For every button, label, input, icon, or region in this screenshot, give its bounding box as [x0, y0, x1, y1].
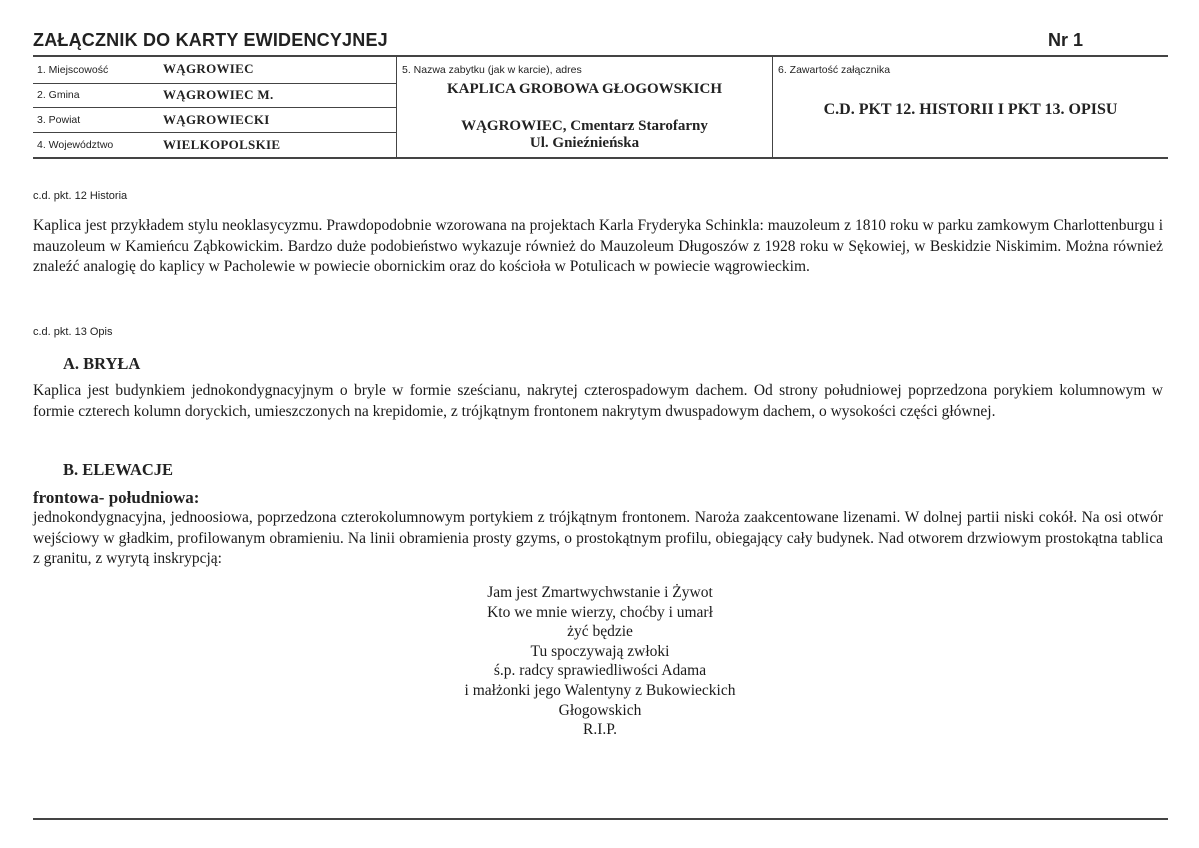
facade-text: jednokondygnacyjna, jednoosiowa, poprzedzona czterokolumnowym portykiem z trójkątnym frontonem. Naroża zaakcentowane lizenami. W dolnej partii niski cokół. Na osi otwór wejściowy w gładkim, profilowanym obramieniu. Na linii obramienia prosty gzyms, o prostokątnym profilu, obiegający cały budynek. Nad otworem drzwiowym prostokątna tablica z granitu, z wyrytą inskrypcją:: [33, 509, 1163, 567]
field-label-miejscowosc: 1. Miejscowość: [37, 64, 109, 76]
footer-rule: [33, 818, 1168, 820]
section-a-text: Kaplica jest budynkiem jednokondygnacyjnym o bryle w formie sześcianu, nakrytej czterospadowym dachem. Od strony południowej poprzedzona porykiem kolumnowym w formie czterech kolumn doryckich, umieszczonych na krepidomie, z trójkątnym frontonem nakrytym dwuspadowym dachem, o wysokości części głównej.: [33, 382, 1163, 420]
inscription-line: Tu spoczywają zwłoki: [530, 642, 670, 660]
header-top-rule: [33, 55, 1168, 57]
history-label: c.d. pkt. 12 Historia: [33, 190, 128, 202]
row-divider-2: [33, 107, 396, 108]
inscription-line: Jam jest Zmartwychwstanie i Żywot: [487, 584, 713, 601]
section-b-heading: B. ELEWACJE: [63, 460, 174, 479]
inscription-line: R.I.P.: [582, 721, 618, 739]
row-divider-1: [33, 83, 396, 84]
monument-label: 5. Nazwa zabytku (jak w karcie), adres: [402, 64, 582, 76]
inscription-line: ś.p. radcy sprawiedliwości Adama: [493, 662, 707, 680]
field-value-wojewodztwo: WIELKOPOLSKIE: [163, 137, 281, 152]
monument-address-line1: WĄGROWIEC, Cmentarz Starofarny: [461, 118, 708, 134]
header-bottom-rule: [33, 157, 1168, 159]
field-label-wojewodztwo: 4. Województwo: [37, 139, 114, 151]
monument-name: KAPLICA GROBOWA GŁOGOWSKICH: [446, 81, 723, 97]
section-a-heading: A. BRYŁA: [63, 354, 141, 373]
inscription-line: i małżonki jego Walentyny z Bukowieckich: [464, 681, 736, 699]
field-label-gmina: 2. Gmina: [37, 89, 80, 101]
contents-value: C.D. PKT 12. HISTORII I PKT 13. OPISU: [823, 101, 1118, 118]
field-label-powiat: 3. Powiat: [37, 114, 81, 126]
history-text: Kaplica jest przykładem stylu neoklasycyzmu. Prawdopodobnie wzorowana na projektach Karla Fryderyka Schinkla: mauzoleum z 1810 roku w parku zamkowym Charlottenburgu i mauzoleum w Kamieńcu Ząbkowickim. Bardzo duże podobieństwo wykazuje również do Mauzoleum Długoszów z 1928 roku w Sękowiej, w Beskidzie Niskimim. Można również znaleźć analogię do kaplicy w Pacholewie w powiecie obornickim oraz do kościoła w Potulicach w powiecie wągrowieckim.: [33, 217, 1163, 275]
inscription-line: Kto we mnie wierzy, choćby i umarł: [487, 603, 713, 621]
contents-label: 6. Zawartość załącznika: [778, 64, 891, 76]
field-value-miejscowosc: WĄGROWIEC: [163, 61, 254, 76]
row-divider-3: [33, 132, 396, 133]
document-number: Nr 1: [1048, 30, 1084, 50]
inscription-line: żyć będzie: [567, 623, 633, 641]
document-title: ZAŁĄCZNIK DO KARTY EWIDENCYJNEJ: [33, 30, 388, 50]
inscription-line: Głogowskich: [558, 701, 642, 719]
inscription-block: [300, 583, 900, 740]
description-label: c.d. pkt. 13 Opis: [33, 326, 113, 338]
field-value-powiat: WĄGROWIECKI: [163, 112, 270, 127]
monument-address-line2: Ul. Gnieźnieńska: [529, 135, 640, 151]
field-value-gmina: WĄGROWIEC M.: [163, 87, 274, 102]
facade-heading: frontowa- południowa:: [33, 488, 200, 507]
